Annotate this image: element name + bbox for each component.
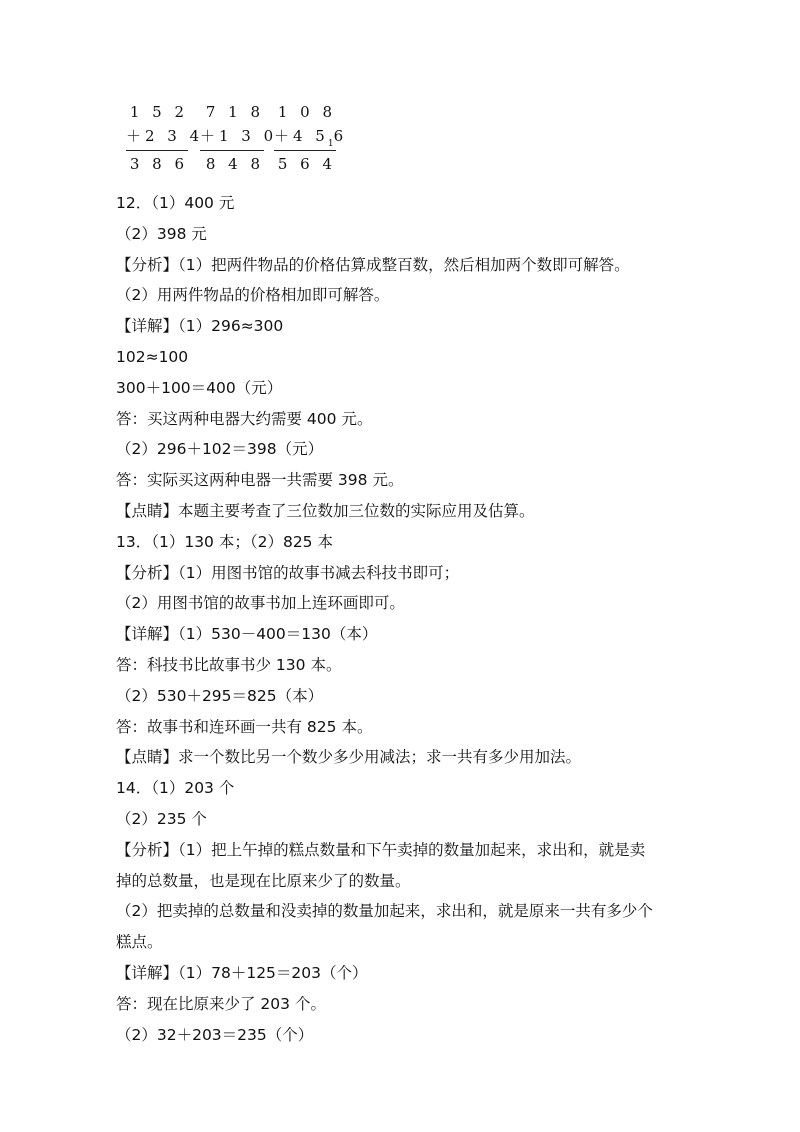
text-line: 答：故事书和连环画一共有 825 本。	[116, 717, 373, 736]
addend-bottom: ＋1 3 0	[200, 127, 278, 145]
vertical-addition-3	[274, 100, 348, 176]
text-line: 13．（1）130 本；（2）825 本	[116, 532, 333, 551]
text-line: 掉的总数量，也是现在比原来少了的数量。	[116, 871, 411, 890]
sum-rule	[200, 150, 264, 151]
text-line: 【详解】（1）78＋125＝203（个）	[116, 963, 368, 982]
text-line: 【分析】（1）把上午掉的糕点数量和下午卖掉的数量加起来，求出和，就是卖	[116, 840, 646, 859]
sum-result: 5 6 4	[277, 155, 336, 173]
text-line: 【详解】（1）530－400＝130（本）	[116, 625, 378, 644]
addend-top: 1 0 8	[277, 103, 336, 121]
text-line: 【点睛】本题主要考查了三位数加三位数的实际应用及估算。	[116, 501, 535, 520]
text-line: 14．（1）203 个	[116, 779, 235, 798]
carry-mark: 1	[327, 139, 334, 149]
answer-text-block	[116, 188, 716, 1050]
text-line: （2）用两件物品的价格相加即可解答。	[116, 286, 390, 305]
text-line: 【点睛】求一个数比另一个数少多少用减法；求一共有多少用加法。	[116, 748, 582, 767]
text-line: （2）235 个	[116, 809, 207, 828]
sum-rule	[274, 150, 336, 151]
sum-rule	[126, 150, 188, 151]
text-line: 12．（1）400 元	[116, 194, 235, 212]
text-line: 糕点。	[116, 933, 163, 952]
vertical-addition-1	[126, 100, 204, 176]
addend-bottom-last: 6	[333, 127, 348, 145]
text-line: （2）用图书馆的故事书加上连环画即可。	[116, 594, 405, 613]
text-line: 【详解】（1）296≈300	[116, 317, 284, 336]
text-line: （2）把卖掉的总数量和没卖掉的数量加起来，求出和，就是原来一共有多少个	[116, 902, 653, 921]
text-line: 300＋100＝400（元）	[116, 378, 283, 397]
text-line: （2）530＋295＝825（本）	[116, 686, 324, 705]
text-line: 答：现在比原来少了 203 个。	[116, 994, 326, 1013]
sum-result: 3 8 6	[129, 155, 188, 173]
addend-bottom	[274, 124, 348, 149]
addend-top: 7 1 8	[205, 103, 264, 121]
addend-bottom-part: ＋4 5	[274, 127, 329, 145]
vertical-addition-2	[200, 100, 278, 176]
addend-bottom: ＋2 3 4	[126, 127, 204, 145]
text-line: （2）398 元	[116, 224, 207, 243]
text-line: 答：实际买这两种电器一共需要 398 元。	[116, 471, 404, 490]
text-line: （2）296＋102＝398（元）	[116, 440, 324, 459]
text-line: （2）32＋203＝235（个）	[116, 1025, 314, 1044]
text-line: 102≈100	[116, 347, 189, 366]
text-line: 答：买这两种电器大约需要 400 元。	[116, 409, 373, 428]
text-line: 【分析】（1）用图书馆的故事书减去科技书即可；	[116, 563, 460, 582]
text-line: 答：科技书比故事书少 130 本。	[116, 655, 342, 674]
text-line: 【分析】（1）把两件物品的价格估算成整百数，然后相加两个数即可解答。	[116, 255, 630, 274]
sum-result: 8 4 8	[205, 155, 264, 173]
addend-top: 1 5 2	[129, 103, 188, 121]
